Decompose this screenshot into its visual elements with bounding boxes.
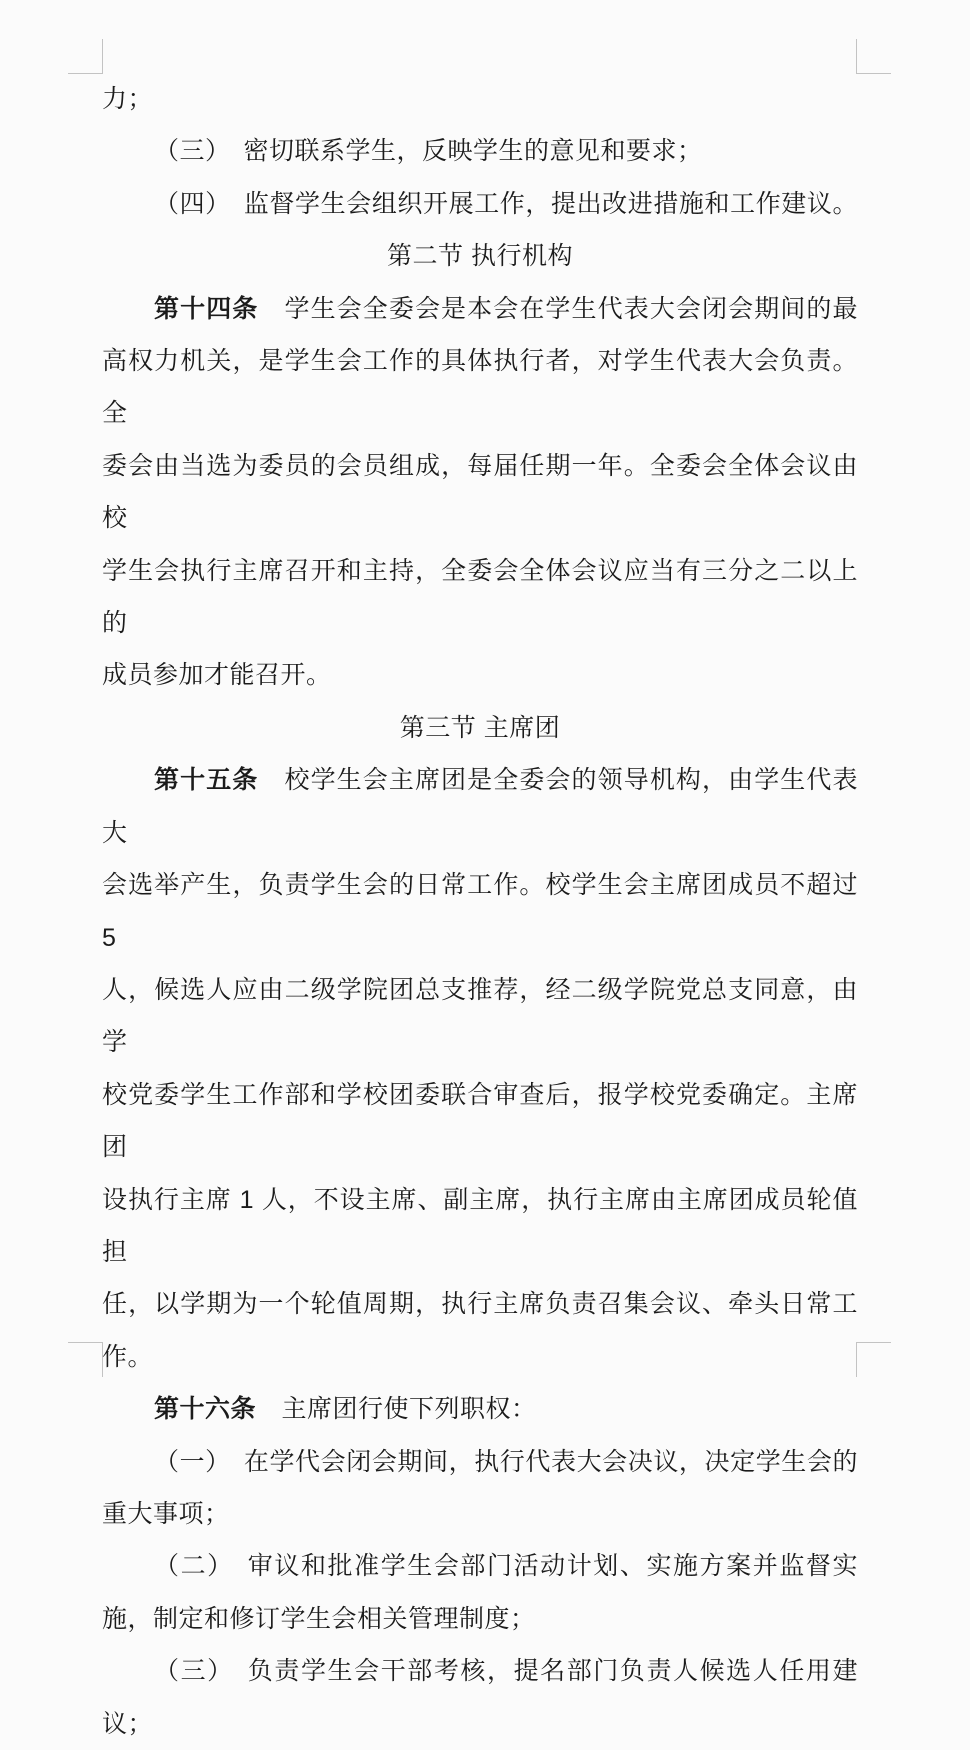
text-line: 学生会执行主席召开和主持，全委会全体会议应当有三分之二以上的 (102, 556, 858, 638)
text-line: 议； (102, 1709, 154, 1738)
text-line: 成员参加才能召开。 (102, 661, 332, 690)
section-heading: 第二节 执行机构 (387, 242, 573, 271)
text-boundary-mark-bottom-left (68, 1342, 103, 1377)
text-line: （三） 负责学生会干部考核，提名部门负责人候选人任用建 (154, 1657, 858, 1686)
text-boundary-mark-top-right (856, 39, 891, 74)
article-number: 第十五条 (154, 766, 259, 795)
line-text: 主席团行使下列职权： (256, 1395, 537, 1424)
text-line (102, 1383, 858, 1435)
text-line: 作。 (102, 1342, 154, 1371)
text-line: 重大事项； (102, 1499, 230, 1528)
text-line (102, 754, 858, 859)
text-line: （一） 在学代会闭会期间，执行代表大会决议，决定学生会的 (154, 1447, 858, 1476)
text-line (102, 283, 858, 335)
text-line: （三） 密切联系学生，反映学生的意见和要求； (154, 137, 703, 166)
text-boundary-mark-bottom-right (856, 1342, 891, 1377)
text-line: 会选举产生，负责学生会的日常工作。校学生会主席团成员不超过 5 (102, 871, 866, 952)
article-number: 第十四条 (154, 294, 259, 323)
article-number: 第十六条 (154, 1395, 257, 1424)
text-line: 设执行主席 1 人，不设主席、副主席，执行主席由主席团成员轮值担 (102, 1185, 858, 1266)
text-line: （四） 监督学生会组织开展工作，提出改进措施和工作建议。 (154, 189, 858, 218)
line-text: 校学生会主席团是全委会的领导机构，由学生代表大 (102, 766, 858, 847)
text-line: 力； (102, 85, 154, 113)
text-line: 高权力机关，是学生会工作的具体执行者，对学生代表大会负责。全 (102, 347, 858, 428)
text-line: 校党委学生工作部和学校团委联合审查后，报学校党委确定。主席团 (102, 1080, 858, 1162)
text-line: 任，以学期为一个轮值周期，执行主席负责召集会议、牵头日常工 (102, 1290, 858, 1319)
text-line: 施，制定和修订学生会相关管理制度； (102, 1604, 536, 1633)
section-heading: 第三节 主席团 (399, 713, 561, 742)
line-text: 学生会全委会是本会在学生代表大会闭会期间的最 (258, 294, 858, 323)
text-boundary-mark-top-left (68, 39, 103, 74)
text-line: 人，候选人应由二级学院团总支推荐，经二级学院党总支同意，由学 (102, 975, 858, 1057)
text-line: 委会由当选为委员的会员组成，每届任期一年。全委会全体会议由校 (102, 451, 858, 533)
document-body (102, 73, 866, 1750)
text-line: （二） 审议和批准学生会部门活动计划、实施方案并监督实 (154, 1552, 858, 1581)
